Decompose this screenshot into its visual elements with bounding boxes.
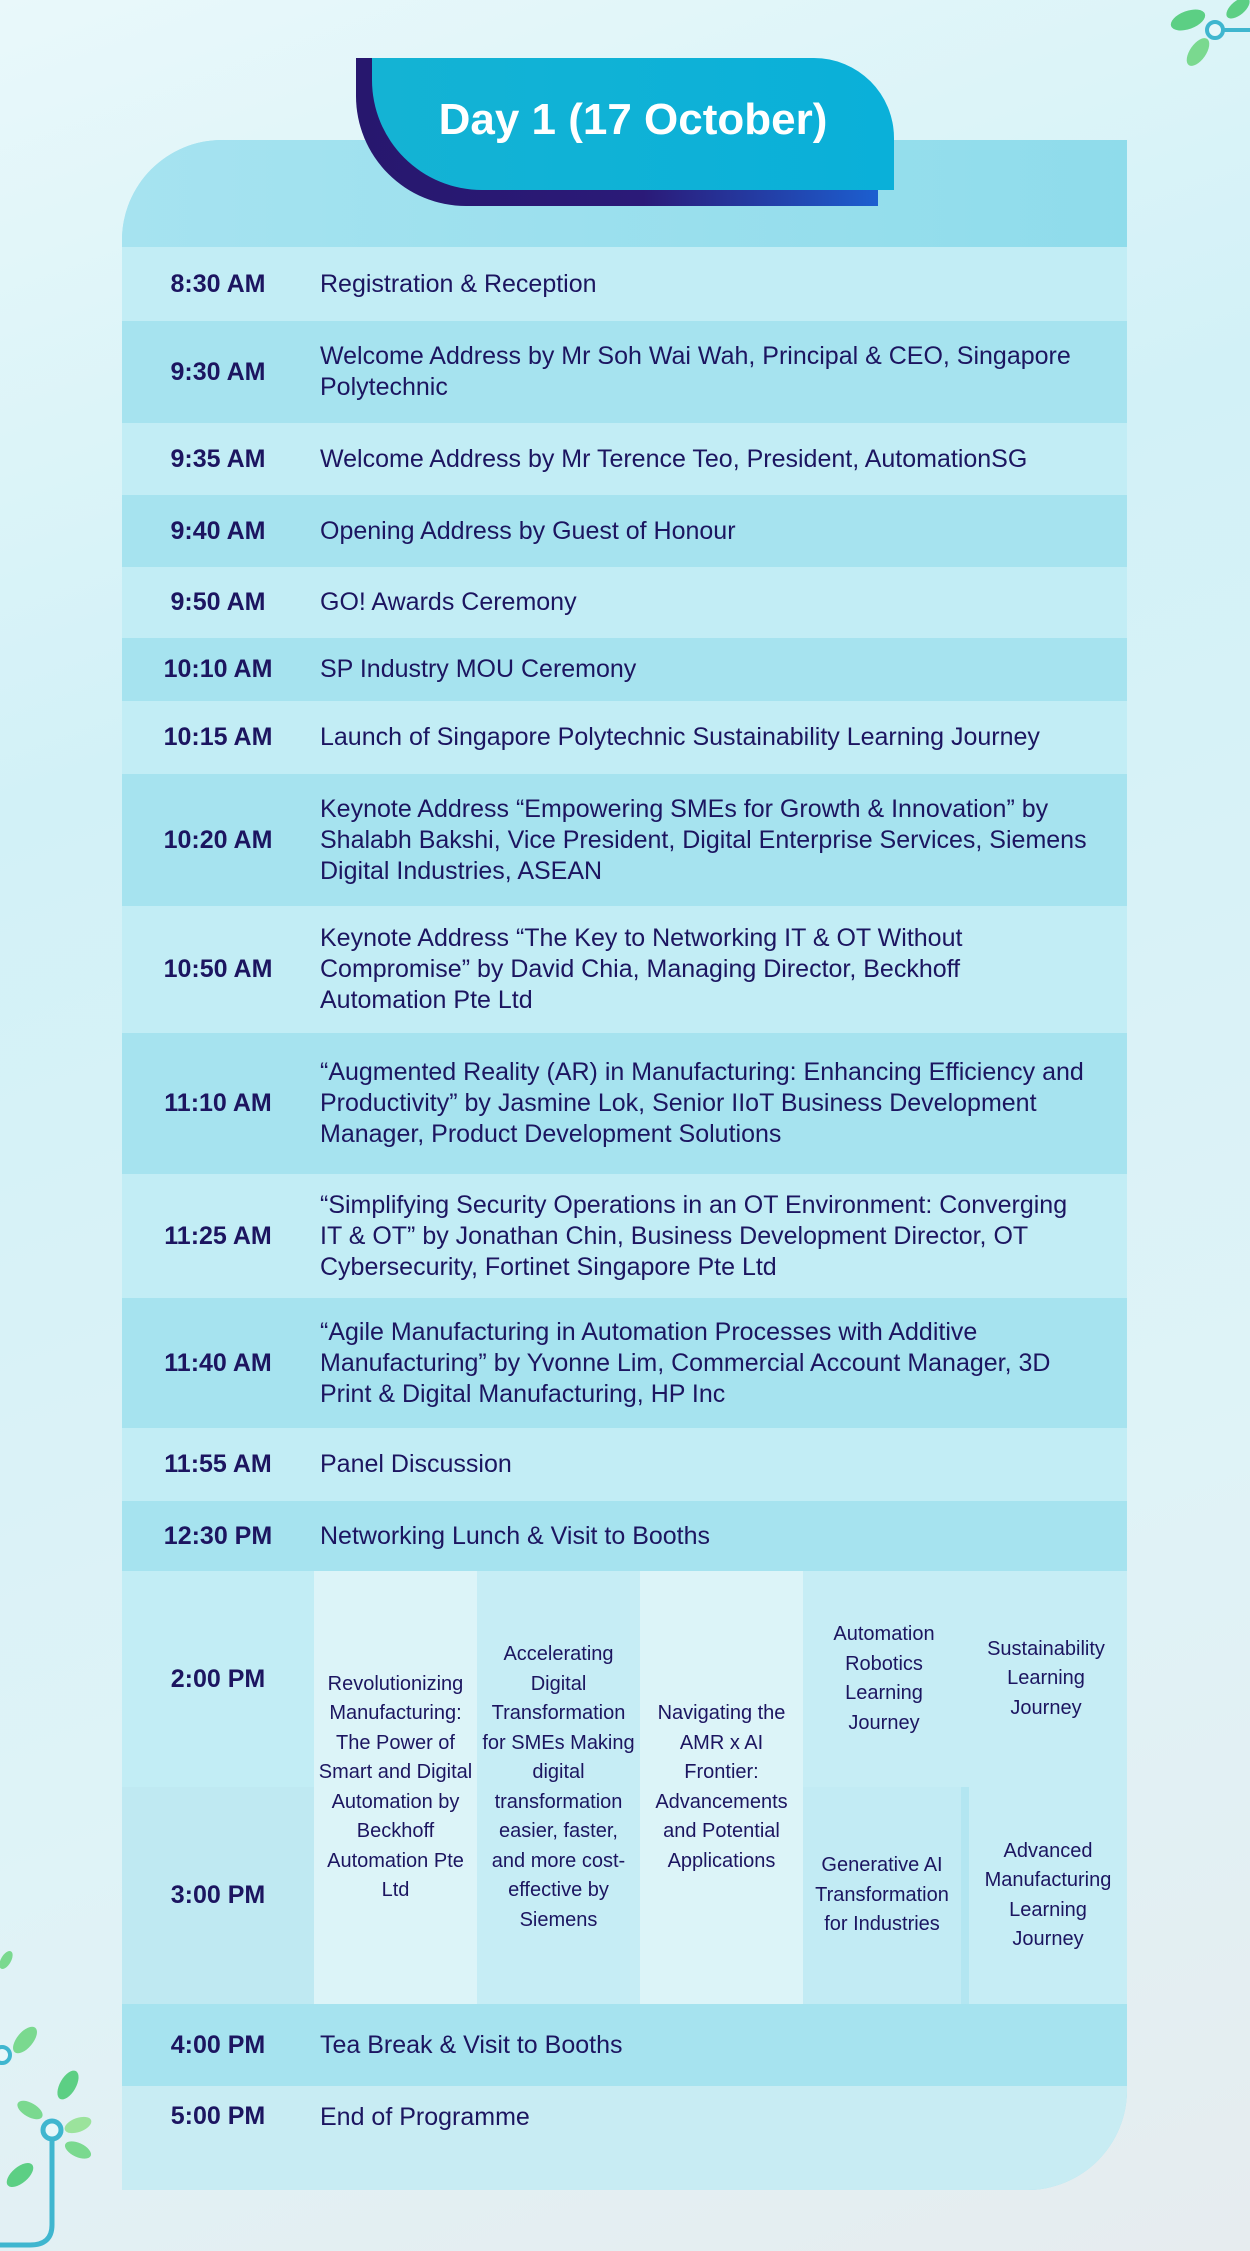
schedule-row <box>122 774 1127 906</box>
schedule-row <box>122 423 1127 495</box>
row-time: 2:00 PM <box>122 1571 314 1787</box>
schedule-row <box>122 1298 1127 1428</box>
leaf-decoration-top-right <box>1140 0 1250 80</box>
schedule-row <box>122 701 1127 774</box>
schedule-row <box>122 2086 1127 2162</box>
journeys-3pm <box>803 1787 1127 2004</box>
schedule-row <box>122 567 1127 638</box>
row-time: 4:00 PM <box>170 2030 266 2059</box>
row-description: Tea Break & Visit to Booths <box>320 2030 623 2059</box>
row-time: 8:30 AM <box>170 269 266 298</box>
row-description: Welcome Address by Mr Terence Teo, President, AutomationSG <box>320 444 1028 473</box>
row-description: Launch of Singapore Polytechnic Sustainability Learning Journey <box>320 723 1040 751</box>
row-time: 11:40 AM <box>164 1348 272 1377</box>
row-time: 12:30 PM <box>163 1521 273 1550</box>
session-beckhoff: Revolutionizing Manufacturing: The Power of Smart and Digital Automation by Beckhoff Automation Pte Ltd <box>314 1571 477 2004</box>
row-time: 11:25 AM <box>164 1221 272 1250</box>
row-time: 9:50 AM <box>170 588 266 616</box>
row-time: 10:10 AM <box>163 655 273 683</box>
row-time: 10:50 AM <box>163 955 273 983</box>
session-amr-ai: Navigating the AMR x AI Frontier: Advancements and Potential Applications <box>640 1571 803 2004</box>
parallel-sessions <box>122 1571 1127 2004</box>
row-time: 9:40 AM <box>170 516 266 545</box>
schedule-row <box>122 638 1127 701</box>
session-siemens: Accelerating Digital Transformation for SMEs Making digital transformation easier, faster, and more cost-effective by Siemens <box>477 1571 640 2004</box>
row-description: Opening Address by Guest of Honour <box>320 516 736 545</box>
row-description: “Agile Manufacturing in Automation Processes with Additive Manufacturing” by Yvonne Lim, Commercial Account Manager, 3D Print & Digital Manufacturing, HP Inc <box>320 1317 1051 1408</box>
page-title: Day 1 (17 October) <box>438 95 828 144</box>
journey-automation-robotics: Automation Robotics Learning Journey <box>833 1623 935 1734</box>
row-description: Keynote Address “Empowering SMEs for Growth & Innovation” by Shalabh Bakshi, Vice President, Digital Enterprise Services, Siemens Digital Industries, ASEAN <box>320 794 1087 885</box>
schedule-row <box>122 495 1127 567</box>
schedule-row <box>122 247 1127 321</box>
row-description: Welcome Address by Mr Soh Wai Wah, Principal & CEO, Singapore Polytechnic <box>320 342 1071 401</box>
schedule-row <box>122 1501 1127 1571</box>
schedule-row <box>122 2004 1127 2086</box>
row-description: Registration & Reception <box>320 269 597 298</box>
row-description: Networking Lunch & Visit to Booths <box>320 1521 711 1550</box>
schedule-row <box>122 1033 1127 1174</box>
row-time: 10:15 AM <box>163 723 273 751</box>
row-description: End of Programme <box>320 2103 530 2131</box>
row-time: 9:35 AM <box>170 444 266 473</box>
row-time: 3:00 PM <box>122 1787 314 2004</box>
row-time: 9:30 AM <box>170 357 266 386</box>
row-description: Panel Discussion <box>320 1450 512 1478</box>
row-description: GO! Awards Ceremony <box>320 588 577 616</box>
row-time: 11:10 AM <box>164 1089 272 1117</box>
schedule-row <box>122 1428 1127 1501</box>
learning-journeys <box>803 1571 1127 2004</box>
title-tab <box>372 58 894 190</box>
row-description: “Simplifying Security Operations in an OT Environment: Converging IT & OT” by Jonathan Chin, Business Development Director, OT Cybersecurity, Fortinet Singapore Pte Ltd <box>320 1190 1068 1281</box>
row-description: SP Industry MOU Ceremony <box>320 655 637 683</box>
row-description: Keynote Address “The Key to Networking IT & OT Without Compromise” by David Chia, Managing Director, Beckhoff Automation Pte Ltd <box>320 924 963 1014</box>
journey-advanced-manufacturing: Advanced Manufacturing Learning Journey <box>984 1839 1112 1950</box>
schedule-row <box>122 321 1127 423</box>
card-footer-band <box>122 2162 1127 2190</box>
schedule-card <box>122 140 1127 2190</box>
row-time: 10:20 AM <box>163 825 273 854</box>
schedule-row <box>122 906 1127 1033</box>
schedule-row <box>122 1174 1127 1298</box>
session-generative-ai: Generative AI Transformation for Industries <box>803 1787 969 2004</box>
journey-sustainability: Sustainability Learning Journey <box>987 1637 1105 1719</box>
parallel-times <box>122 1571 314 2004</box>
journeys-2pm <box>803 1571 1127 1787</box>
row-time: 11:55 AM <box>164 1450 272 1478</box>
leaf-decoration-bottom-left <box>0 1945 100 2251</box>
row-description: “Augmented Reality (AR) in Manufacturing: Enhancing Efficiency and Productivity” by Jasmine Lok, Senior IIoT Business Development Manager, Product Development Solutions <box>320 1058 1084 1148</box>
row-time: 5:00 PM <box>170 2102 266 2130</box>
